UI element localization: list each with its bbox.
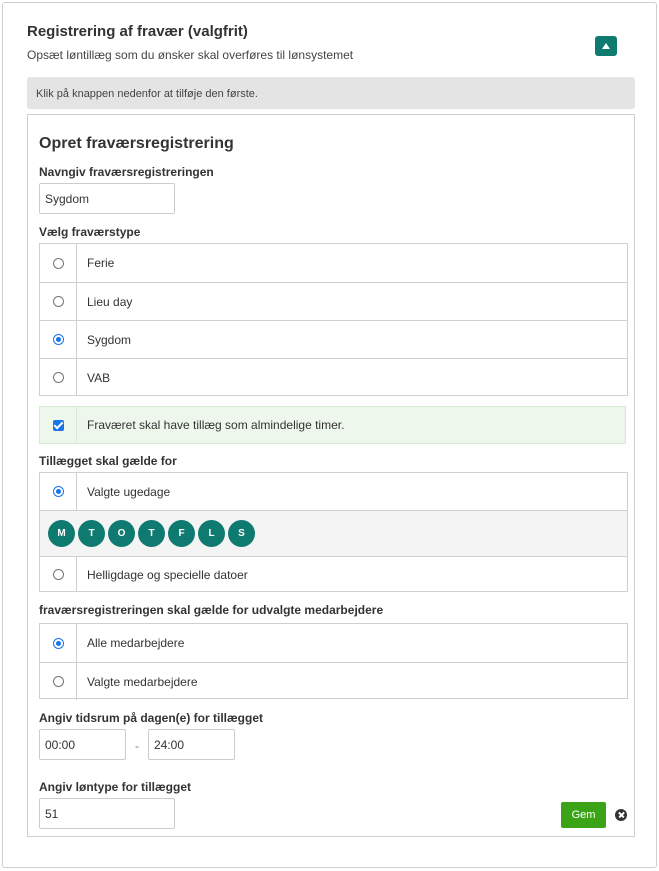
weekday-button[interactable]: L xyxy=(198,520,225,547)
type-option-label: VAB xyxy=(87,370,111,385)
weekday-button[interactable]: T xyxy=(138,520,165,547)
applies-group xyxy=(39,472,628,592)
employees-option-label: Valgte medarbejdere xyxy=(87,674,198,689)
radio-sygdom[interactable] xyxy=(53,334,64,345)
applies-option-label: Valgte ugedage xyxy=(87,484,171,499)
absence-type-group xyxy=(39,243,628,396)
weekday-button[interactable]: F xyxy=(168,520,195,547)
save-button[interactable]: Gem xyxy=(561,802,606,828)
radio-holidays[interactable] xyxy=(53,569,64,580)
time-from-input[interactable] xyxy=(39,729,126,760)
radio-vab[interactable] xyxy=(53,372,64,383)
employees-label: fraværsregistreringen skal gælde for udvalgte medarbejdere xyxy=(39,603,384,617)
weekday-button[interactable]: O xyxy=(108,520,135,547)
absence-section xyxy=(2,2,657,868)
info-bar: Klik på knappen nedenfor at tilføje den første. xyxy=(27,77,635,109)
close-circle-icon[interactable] xyxy=(615,809,627,821)
employees-option-label: Alle medarbejdere xyxy=(87,636,185,650)
time-label: Angiv tidsrum på dagen(e) for tillægget xyxy=(39,711,264,725)
section-title: Registrering af fravær (valgfrit) xyxy=(27,23,248,40)
applies-option-weekdays[interactable] xyxy=(40,473,627,510)
type-option-label: Lieu day xyxy=(87,294,133,309)
weekday-picker xyxy=(40,510,627,556)
collapse-button[interactable] xyxy=(595,36,617,56)
radio-lieu-day[interactable] xyxy=(53,296,64,307)
time-separator: - xyxy=(135,739,139,753)
name-label: Navngiv fraværsregistreringen xyxy=(39,165,214,179)
radio-ferie[interactable] xyxy=(53,258,64,269)
type-label: Vælg fraværstype xyxy=(39,225,141,239)
pay-type-label: Angiv løntype for tillægget xyxy=(39,780,191,794)
name-input[interactable] xyxy=(39,183,175,214)
radio-all-employees[interactable] xyxy=(53,638,64,649)
hours-checkbox-label: Fraværet skal have tillæg som almindelige timer. xyxy=(87,418,345,432)
applies-label: Tillægget skal gælde for xyxy=(39,454,177,468)
type-option-vab[interactable] xyxy=(40,358,627,396)
employees-option-selected[interactable] xyxy=(40,662,627,700)
applies-option-holidays[interactable] xyxy=(40,556,627,592)
type-option-lieu-day[interactable] xyxy=(40,282,627,320)
weekday-button[interactable]: M xyxy=(48,520,75,547)
caret-up-icon xyxy=(602,43,610,49)
radio-selected-employees[interactable] xyxy=(53,676,64,687)
hours-checkbox[interactable] xyxy=(53,420,64,431)
type-option-label: Ferie xyxy=(87,256,115,270)
radio-weekdays[interactable] xyxy=(53,486,64,497)
weekday-button[interactable]: S xyxy=(228,520,255,547)
create-absence-panel xyxy=(27,114,635,837)
type-option-sygdom[interactable] xyxy=(40,320,627,358)
applies-option-label: Helligdage og specielle datoer xyxy=(87,567,248,582)
pay-type-input[interactable] xyxy=(39,798,175,829)
employees-option-all[interactable] xyxy=(40,624,627,662)
type-option-ferie[interactable] xyxy=(40,244,627,282)
employees-group xyxy=(39,623,628,699)
weekday-button[interactable]: T xyxy=(78,520,105,547)
panel-title: Opret fraværsregistrering xyxy=(39,135,234,152)
section-subtitle: Opsæt løntillæg som du ønsker skal overføres til lønsystemet xyxy=(27,48,354,62)
type-option-label: Sygdom xyxy=(87,332,132,347)
hours-checkbox-row[interactable] xyxy=(39,406,626,444)
time-to-input[interactable] xyxy=(148,729,235,760)
